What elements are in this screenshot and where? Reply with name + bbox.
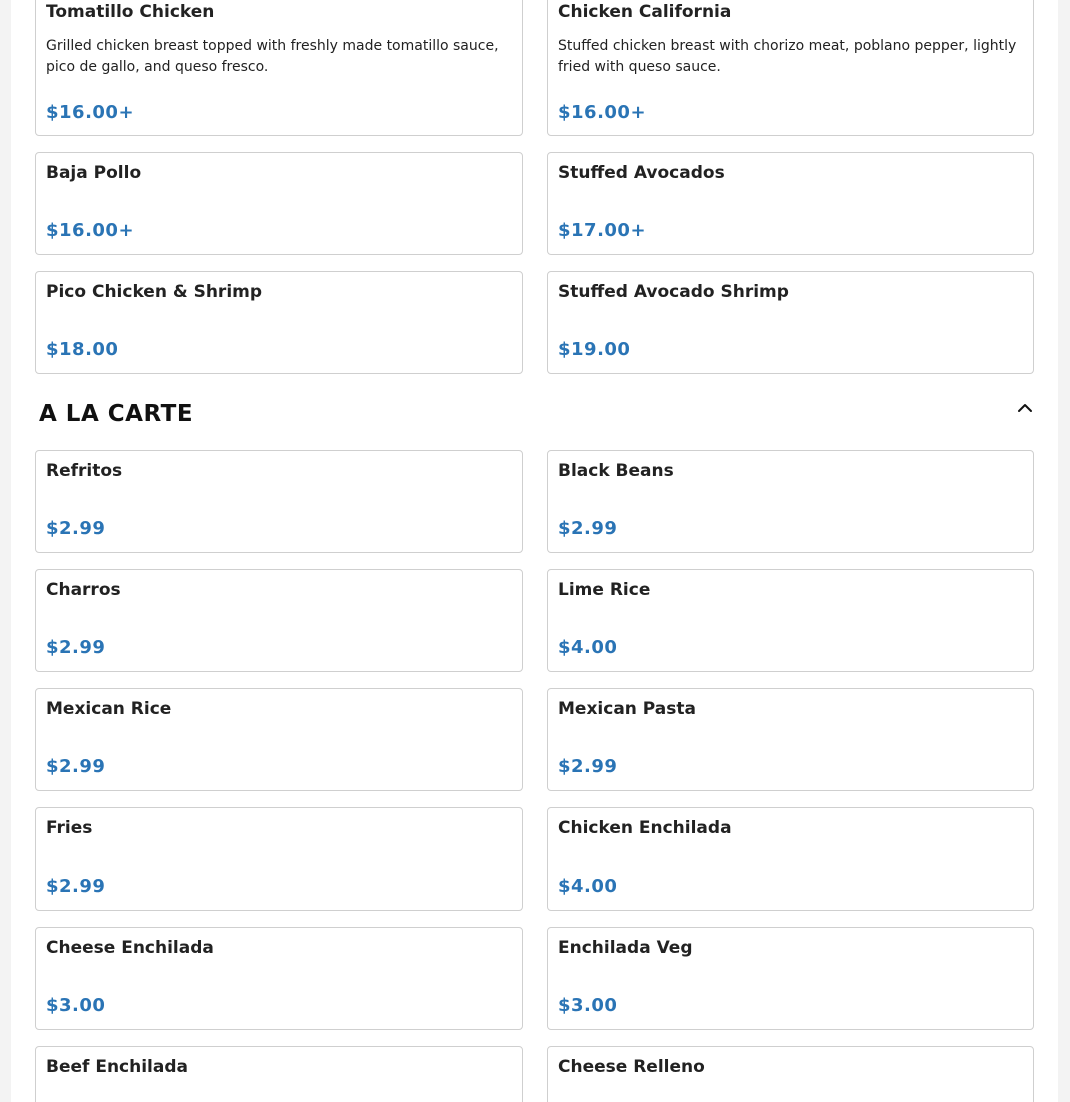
menu-item-price: $2.99 xyxy=(46,518,106,539)
menu-item-name: Refritos xyxy=(46,461,123,481)
menu-item-name: Lime Rice xyxy=(558,580,651,600)
menu-item-price: $18.00 xyxy=(46,339,119,360)
menu-item-name: Beef Enchilada xyxy=(46,1057,188,1077)
menu-item-description: Grilled chicken breast topped with freshly made tomatillo sauce, pico de gallo, and queso fresco. xyxy=(46,38,499,75)
menu-item-name: Charros xyxy=(46,580,121,600)
menu-item-price: $16.00+ xyxy=(46,102,135,123)
section-title: A LA CARTE xyxy=(39,401,194,427)
menu-item-name: Mexican Rice xyxy=(46,699,172,719)
menu-item-price: $2.99 xyxy=(46,756,106,777)
section-collapse-button[interactable] xyxy=(1015,398,1035,418)
menu-item-name: Pico Chicken & Shrimp xyxy=(46,282,263,302)
menu-item-price: $19.00 xyxy=(558,339,631,360)
menu-item-card[interactable] xyxy=(547,688,1034,791)
menu-item-name: Chicken Enchilada xyxy=(558,818,732,838)
menu-item-name: Baja Pollo xyxy=(46,163,142,183)
menu-item-name: Tomatillo Chicken xyxy=(46,2,215,22)
menu-item-card[interactable] xyxy=(35,152,523,255)
menu-item-card[interactable] xyxy=(35,569,523,672)
menu-item-name: Mexican Pasta xyxy=(558,699,697,719)
menu-item-card[interactable] xyxy=(547,569,1034,672)
menu-item-card[interactable] xyxy=(35,0,523,136)
menu-item-price: $3.00 xyxy=(558,995,618,1016)
menu-item-price: $2.99 xyxy=(558,518,618,539)
menu-item-name: Fries xyxy=(46,818,93,838)
menu-item-name: Cheese Enchilada xyxy=(46,938,214,958)
menu-item-card[interactable] xyxy=(547,152,1034,255)
menu-item-price: $16.00+ xyxy=(46,220,135,241)
menu-item-price: $3.00 xyxy=(46,995,106,1016)
menu-item-card[interactable] xyxy=(547,1046,1034,1102)
menu-item-card[interactable] xyxy=(35,450,523,553)
menu-item-name: Cheese Relleno xyxy=(558,1057,705,1077)
menu-item-price: $4.00 xyxy=(558,637,618,658)
menu-item-card[interactable] xyxy=(547,927,1034,1030)
menu-item-description: Stuffed chicken breast with chorizo meat, poblano pepper, lightly fried with queso sauce. xyxy=(558,38,1017,75)
menu-item-card[interactable] xyxy=(35,1046,523,1102)
menu-item-name: Enchilada Veg xyxy=(558,938,693,958)
menu-item-price: $2.99 xyxy=(46,637,106,658)
menu-item-price: $16.00+ xyxy=(558,102,647,123)
menu-item-card[interactable] xyxy=(35,271,523,374)
menu-item-name: Stuffed Avocados xyxy=(558,163,725,183)
menu-item-card[interactable] xyxy=(35,688,523,791)
menu-item-price: $2.99 xyxy=(558,756,618,777)
chevron-up-icon xyxy=(1015,398,1035,418)
menu-item-price: $17.00+ xyxy=(558,220,647,241)
menu-page xyxy=(11,0,1058,1102)
menu-item-name: Chicken California xyxy=(558,2,732,22)
menu-item-price: $2.99 xyxy=(46,876,106,897)
menu-item-card[interactable] xyxy=(35,807,523,911)
menu-item-name: Black Beans xyxy=(558,461,674,481)
menu-item-card[interactable] xyxy=(547,807,1034,911)
menu-item-price: $4.00 xyxy=(558,876,618,897)
menu-item-card[interactable] xyxy=(35,927,523,1030)
menu-item-card[interactable] xyxy=(547,271,1034,374)
menu-item-name: Stuffed Avocado Shrimp xyxy=(558,282,789,302)
menu-item-card[interactable] xyxy=(547,450,1034,553)
menu-item-card[interactable] xyxy=(547,0,1034,136)
